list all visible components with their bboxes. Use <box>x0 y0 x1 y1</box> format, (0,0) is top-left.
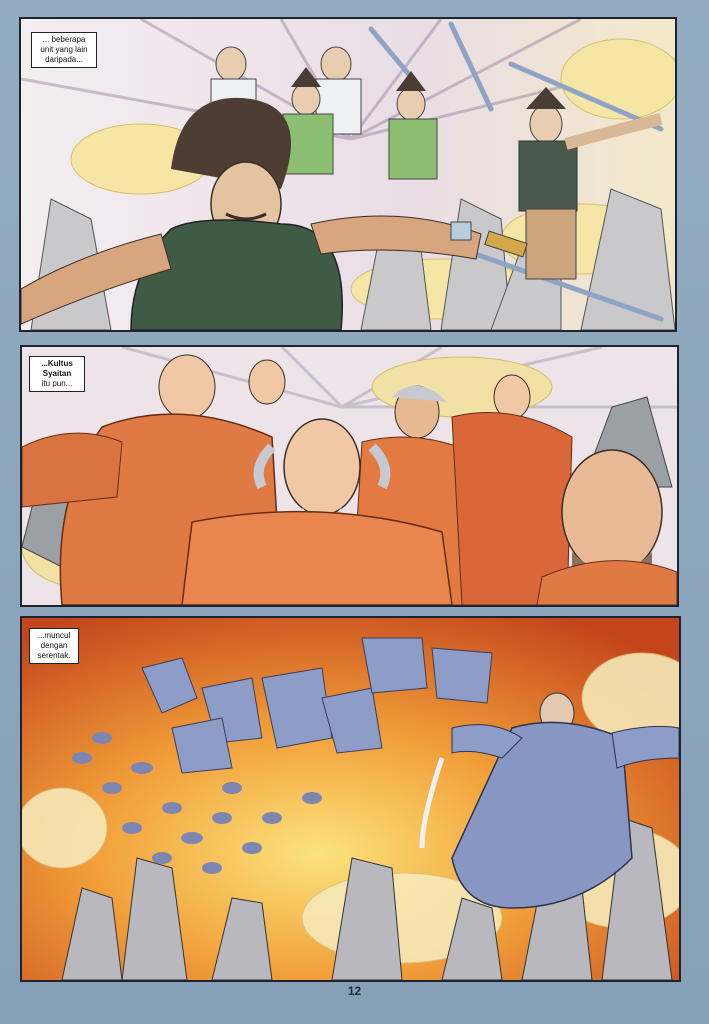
panel-3-caption <box>29 628 79 664</box>
caption-line: itu pun... <box>41 379 73 388</box>
caption-line: unit yang lain <box>40 45 88 54</box>
panel-2-artwork <box>22 347 677 605</box>
caption-line: ... beberapa <box>42 35 86 44</box>
caption-line: serentak. <box>37 651 71 660</box>
caption-line: daripada... <box>45 55 83 64</box>
caption-line: ...muncul <box>37 631 71 640</box>
caption-line: dengan <box>40 641 68 650</box>
comic-panel-2 <box>20 345 679 607</box>
panel-1-caption <box>31 32 97 68</box>
panel-3-artwork <box>22 618 679 980</box>
page-number: 12 <box>347 984 362 998</box>
caption-line: Syaitan <box>42 369 72 378</box>
panel-2-caption <box>29 356 85 392</box>
comic-panel-1 <box>19 17 677 332</box>
panel-1-artwork <box>21 19 675 330</box>
caption-line: ...Kultus <box>41 359 73 368</box>
comic-panel-3 <box>20 616 681 982</box>
